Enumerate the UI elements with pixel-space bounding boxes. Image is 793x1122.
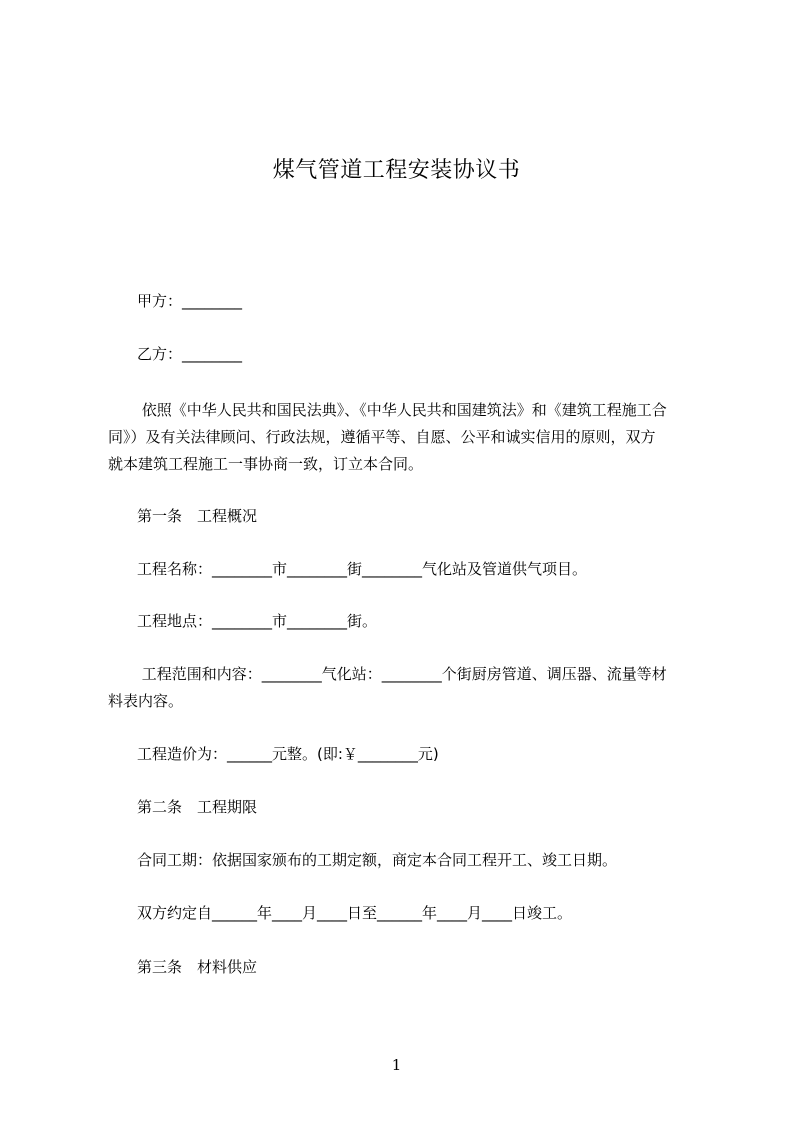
page-number: 1 <box>391 1056 402 1074</box>
preamble-line-2: 同》）及有关法律顾问、行政法规，遵循平等、自愿、公平和诚实信用的原则，双方 <box>108 428 656 446</box>
preamble-line-3: 就本建筑工程施工一事协商一致，订立本合同。 <box>108 455 424 473</box>
contract-period-line: 合同工期：依据国家颁布的工期定额，商定本合同工程开工、竣工日期。 <box>137 851 618 869</box>
project-scope-line-2: 料表内容。 <box>108 692 184 710</box>
party-a-line: 甲方：________ <box>137 292 243 310</box>
project-cost-line: 工程造价为：______元整。(即:￥________元) <box>137 745 439 763</box>
project-location-line: 工程地点：________市________街。 <box>137 612 378 630</box>
party-b-line: 乙方：________ <box>137 345 243 363</box>
contract-dates-line: 双方约定自______年____月____日至______年____月____日竣工。 <box>137 904 573 922</box>
project-scope-line-1: 工程范围和内容：________气化站：________个街厨房管道、调压器、流量等材 <box>137 665 667 683</box>
project-name-line: 工程名称：________市________街________气化站及管道供气项目。 <box>137 560 588 578</box>
article-2-heading: 第二条 工程期限 <box>137 798 258 816</box>
article-1-heading: 第一条 工程概况 <box>137 507 258 525</box>
preamble-line-1: 依照《中华人民共和国民法典》、《中华人民共和国建筑法》和《建筑工程施工合 <box>137 401 667 419</box>
document-title: 煤气管道工程安装协议书 <box>272 157 521 183</box>
article-3-heading: 第三条 材料供应 <box>137 958 258 976</box>
